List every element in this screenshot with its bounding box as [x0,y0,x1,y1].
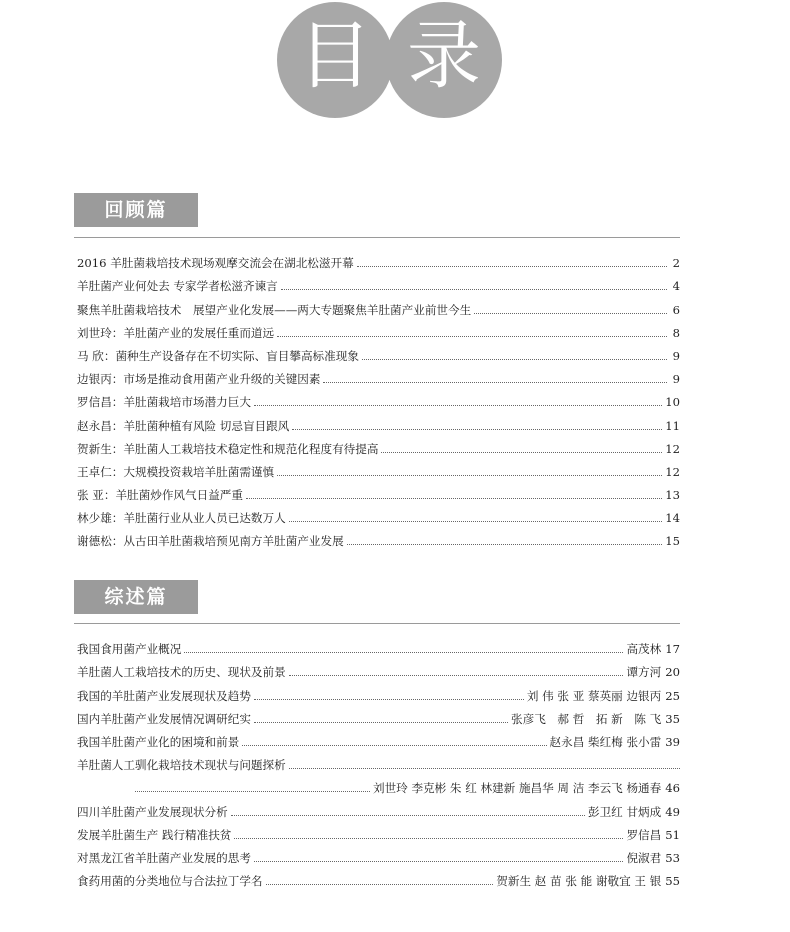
toc-entry-title: 刘世玲：羊肚菌产业的发展任重而道远 [77,325,275,340]
toc-entry-title: 罗信昌：羊肚菌栽培市场潜力巨大 [77,395,251,410]
toc-entry-page: 12 [665,464,680,479]
dot-leader [254,405,662,406]
toc-entry-title: 聚焦羊肚菌栽培技术 展望产业化发展——两大专题聚焦羊肚菌产业前世今生 [77,302,472,317]
toc-entry-title: 食药用菌的分类地位与合法拉丁学名 [77,874,263,889]
toc-entry-page: 35 [665,711,680,726]
toc-entry[interactable] [77,657,680,680]
toc-entry-author: 刘 伟 张 亚 蔡英丽 边银丙 [526,688,662,703]
toc-entry[interactable] [77,434,680,457]
toc-entry-title: 张 亚：羊肚菌炒作风气日益严重 [77,488,243,503]
toc-entry-title: 国内羊肚菌产业发展情况调研纪实 [77,711,251,726]
toc-entry[interactable] [77,820,680,843]
toc-entry-title: 羊肚菌产业何处去 专家学者松滋齐谏言 [77,279,278,294]
toc-entry-title: 四川羊肚菌产业发展现状分析 [77,804,228,819]
dot-leader [266,884,494,885]
dot-leader [289,521,663,522]
section-divider [74,623,680,624]
toc-entry-page: 53 [665,850,680,865]
toc-entry-page: 12 [665,441,680,456]
toc-entry[interactable] [77,727,680,750]
toc-entry-author: 高茂林 [626,642,662,657]
toc-entry-title: 赵永昌：羊肚菌种植有风险 切忌盲目跟风 [77,418,290,433]
dot-leader [289,768,680,769]
dot-leader [474,313,667,314]
dot-leader [381,452,662,453]
toc-entry-author: 贺新生 赵 苗 张 能 谢敬宜 王 银 [496,874,662,889]
dot-leader [347,544,663,545]
dot-leader [357,266,667,267]
toc-entry[interactable] [77,410,680,433]
toc-review [77,248,680,549]
toc-overview [77,634,680,889]
toc-entry[interactable] [77,750,680,773]
toc-entry-page: 49 [665,804,680,819]
toc-entry-page: 4 [672,279,680,294]
toc-entry-page: 17 [665,642,680,657]
dot-leader [135,791,370,792]
toc-entry-author: 罗信昌 [626,827,662,842]
dot-leader [234,838,623,839]
dot-leader [281,289,667,290]
toc-entry-page: 9 [672,348,680,363]
toc-entry-author: 张彦飞 郝 哲 拓 新 陈 飞 [511,711,662,726]
toc-entry-page: 8 [672,325,680,340]
dot-leader [289,675,624,676]
toc-entry-title: 边银丙：市场是推动食用菌产业升级的关键因素 [77,372,321,387]
toc-entry[interactable] [77,457,680,480]
toc-entry-page: 46 [665,781,680,796]
toc-entry-title: 我国羊肚菌产业化的困境和前景 [77,734,240,749]
toc-entry[interactable] [77,480,680,503]
toc-entry[interactable] [77,341,680,364]
toc-entry-page: 14 [665,511,680,526]
toc-entry-author: 谭方河 [626,665,662,680]
toc-entry-title: 羊肚菌人工驯化栽培技术现状与问题探析 [77,758,286,773]
toc-entry-title: 发展羊肚菌生产 践行精准扶贫 [77,827,232,842]
toc-entry-title: 贺新生：羊肚菌人工栽培技术稳定性和规范化程度有待提高 [77,441,379,456]
toc-entry[interactable] [77,271,680,294]
toc-entry-page: 15 [665,534,680,549]
toc-entry-author: 彭卫红 甘炳成 [587,804,662,819]
toc-entry[interactable] [77,526,680,549]
toc-entry-page: 20 [665,665,680,680]
toc-entry[interactable] [77,680,680,703]
toc-entry[interactable] [77,773,680,796]
toc-entry-page: 51 [665,827,680,842]
section-heading-review: 回顾篇 [74,193,198,227]
toc-entry[interactable] [77,248,680,271]
toc-entry[interactable] [77,294,680,317]
toc-entry[interactable] [77,318,680,341]
toc-entry-author: 倪淑君 [626,850,662,865]
dot-leader [254,699,524,700]
toc-entry-page: 6 [672,302,680,317]
toc-entry-title: 林少雄：羊肚菌行业从业人员已达数万人 [77,511,286,526]
toc-entry-author: 刘世玲 李克彬 朱 红 林建新 施昌华 周 洁 李云飞 杨通春 [373,781,662,796]
dot-leader [254,722,508,723]
title-char-circle: 目 [277,2,393,118]
dot-leader [184,652,623,653]
dot-leader [323,382,667,383]
toc-entry[interactable] [77,503,680,526]
toc-entry-page: 9 [672,372,680,387]
dot-leader [254,861,624,862]
toc-entry-author: 赵永昌 柴红梅 张小雷 [549,734,662,749]
dot-leader [231,815,585,816]
toc-entry[interactable] [77,704,680,727]
toc-entry-title: 2016 羊肚菌栽培技术现场观摩交流会在湖北松滋开幕 [77,256,354,271]
toc-entry[interactable] [77,364,680,387]
toc-entry-title: 谢德松：从古田羊肚菌栽培预见南方羊肚菌产业发展 [77,534,344,549]
toc-entry-title: 马 欣：菌种生产设备存在不切实际、盲目攀高标准现象 [77,348,359,363]
toc-entry[interactable] [77,634,680,657]
contents-title [0,2,790,112]
toc-entry[interactable] [77,866,680,889]
dot-leader [242,745,546,746]
toc-entry-page: 2 [672,256,680,271]
toc-entry[interactable] [77,796,680,819]
toc-entry-page: 55 [665,874,680,889]
toc-entry-title: 对黑龙江省羊肚菌产业发展的思考 [77,850,251,865]
toc-entry-title: 羊肚菌人工栽培技术的历史、现状及前景 [77,665,286,680]
toc-entry-page: 11 [665,418,680,433]
dot-leader [246,498,662,499]
dot-leader [362,359,667,360]
toc-entry[interactable] [77,387,680,410]
toc-entry-page: 25 [665,688,680,703]
toc-entry-page: 13 [665,488,680,503]
toc-entry-page: 39 [665,734,680,749]
section-divider [74,237,680,238]
section-heading-overview: 综述篇 [74,580,198,614]
toc-entry-title: 我国的羊肚菌产业发展现状及趋势 [77,688,251,703]
title-char-circle: 录 [386,2,502,118]
toc-entry[interactable] [77,843,680,866]
dot-leader [277,475,662,476]
dot-leader [277,336,667,337]
toc-entry-page: 10 [665,395,680,410]
toc-entry-title: 我国食用菌产业概况 [77,642,182,657]
toc-entry-title: 王卓仁：大规模投资栽培羊肚菌需谨慎 [77,464,275,479]
dot-leader [292,429,662,430]
